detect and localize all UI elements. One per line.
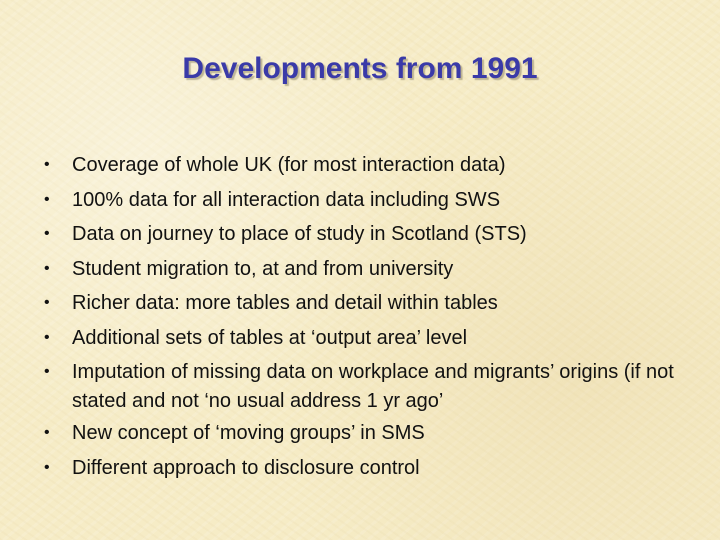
bullet-icon: • xyxy=(44,328,50,346)
bullet-text: Data on journey to place of study in Scotland (STS) xyxy=(72,223,527,245)
list-item xyxy=(44,416,704,451)
list-item xyxy=(44,148,704,183)
bullet-icon: • xyxy=(44,190,50,208)
bullet-icon: • xyxy=(44,156,50,173)
list-item xyxy=(44,355,704,416)
bullet-icon: • xyxy=(44,363,50,380)
slide-title: Developments from 1991 xyxy=(182,52,538,85)
list-item xyxy=(44,183,704,218)
list-item xyxy=(44,451,704,486)
list-item xyxy=(44,252,704,287)
bullet-list xyxy=(44,148,704,485)
bullet-text: New concept of ‘moving groups’ in SMS xyxy=(72,422,425,444)
bullet-icon: • xyxy=(44,225,50,242)
bullet-text: 100% data for all interaction data including SWS xyxy=(72,188,501,211)
bullet-icon: • xyxy=(44,458,50,476)
list-item xyxy=(44,321,704,356)
bullet-icon: • xyxy=(44,259,50,277)
bullet-text: Imputation of missing data on workplace and migrants’ origins (if not stated and not ‘no usual address 1 yr ago’ xyxy=(72,361,674,412)
bullet-icon: • xyxy=(44,424,50,441)
bullet-text: Richer data: more tables and detail within tables xyxy=(72,292,498,314)
bullet-text: Different approach to disclosure control xyxy=(72,456,420,479)
bullet-icon: • xyxy=(44,294,50,311)
list-item xyxy=(44,286,704,321)
bullet-text: Coverage of whole UK (for most interaction data) xyxy=(72,154,506,176)
bullet-text: Student migration to, at and from university xyxy=(72,257,454,280)
list-item xyxy=(44,217,704,252)
bullet-text: Additional sets of tables at ‘output area’ level xyxy=(72,326,468,349)
